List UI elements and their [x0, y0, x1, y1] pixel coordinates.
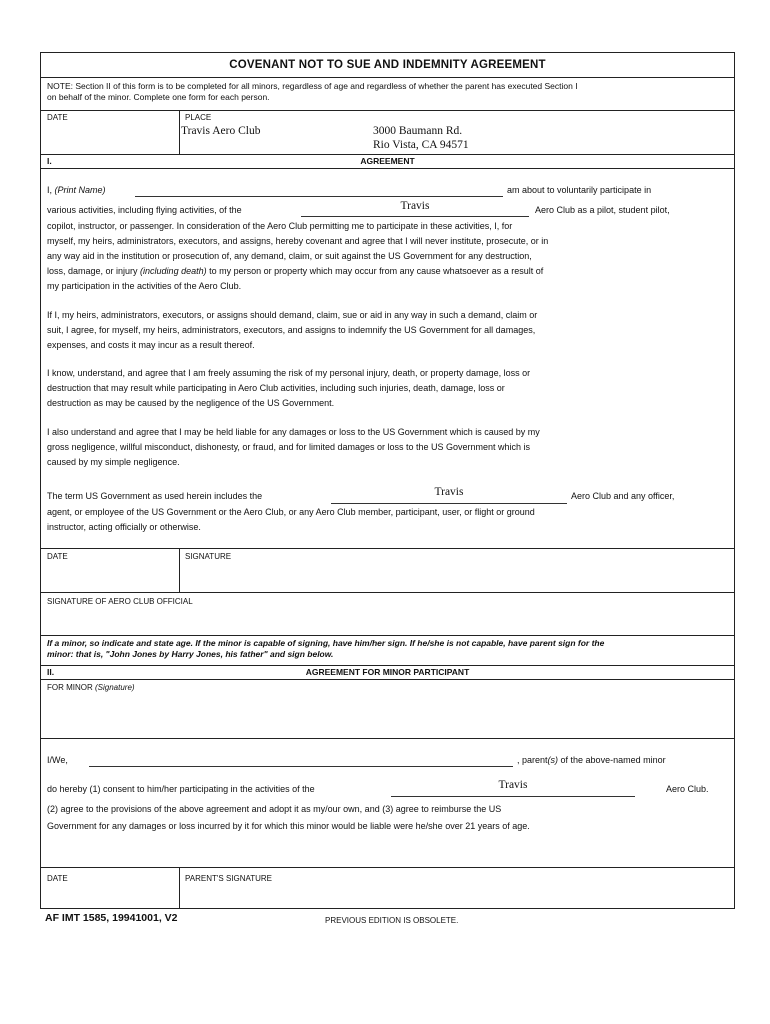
place-name[interactable]: Travis Aero Club: [181, 125, 261, 137]
paragraph-1: copilot, instructor, or passenger. In consideration of the Aero Club permitting me to participate in these activities, I, for myself, my heirs, administrators, executors, and assigns, hereby covenant and agree that I will never institute, prosecute, or in any way aid in the institution or prosecution of, any demand, claim, or suit against the US Government for any destruction, loss, damage, or injury (including death) to my person or property which may occur from any cause whatsoever as a result of my participation in the activities of the Aero Club.: [47, 221, 549, 291]
section-2-title: AGREEMENT FOR MINOR PARTICIPANT: [305, 667, 470, 677]
note-line-2: on behalf of the minor. Complete one form for each person.: [47, 92, 270, 102]
covenant-form: [40, 52, 735, 909]
signature-date-label: DATE: [47, 552, 68, 561]
place-address-2[interactable]: Rio Vista, CA 94571: [373, 139, 469, 151]
section-1-number: I.: [47, 156, 52, 166]
print-name-field[interactable]: [135, 196, 503, 197]
activities-prefix: various activities, including flying activities, of the: [47, 205, 242, 215]
consent-suffix: Aero Club.: [666, 784, 709, 794]
paragraph-4: I also understand and agree that I may be held liable for any damages or loss to the US Government which is caused by my gross negligence, willful misconduct, dishonesty, or fraud, and for limited damages or loss to the US Government which is caused by my simple negligence.: [47, 427, 540, 467]
activities-suffix: Aero Club as a pilot, student pilot,: [535, 205, 670, 215]
club-name-2[interactable]: Travis: [434, 486, 464, 498]
agreement-text: (2) agree to the provisions of the above agreement and adopt it as my/our own, and (3) agree to reimburse the US Government for any damages or loss incurred by it for which this minor would be liable were he/she over 21 years of age.: [47, 804, 530, 831]
previous-edition-note: PREVIOUS EDITION IS OBSOLETE.: [325, 916, 459, 925]
place-label: PLACE: [185, 113, 212, 122]
print-name-suffix: am about to voluntarily participate in: [507, 185, 652, 195]
paragraph-2: If I, my heirs, administrators, executors, or assigns should demand, claim, sue or aid in any way in such a demand, claim or suit, I agree, for myself, my heirs, administrators, executors, and assigns to indemnify the US Government for all damages, expenses, and costs it may incur as a result thereof.: [47, 310, 538, 350]
parent-text: , parent(s) of the above-named minor: [517, 755, 666, 765]
section-2-number: II.: [47, 667, 55, 677]
for-minor-label: FOR MINOR (Signature): [47, 683, 135, 692]
form-id: AF IMT 1585, 19941001, V2: [45, 912, 178, 924]
signature-label: SIGNATURE: [185, 552, 232, 561]
note-text: [47, 81, 578, 103]
section-1-title: AGREEMENT: [360, 156, 415, 166]
club-name-1[interactable]: Travis: [400, 200, 430, 212]
paragraph-3: I know, understand, and agree that I am freely assuming the risk of my personal injury, death, or property damage, loss or destruction that may result while participating in Aero Club activities, including such injuries, death, damage, loss or destruction as may be caused by the negligence of the US Government.: [47, 368, 531, 408]
place-address-1[interactable]: 3000 Baumann Rd.: [373, 125, 463, 137]
club-name-field-3[interactable]: [391, 796, 635, 797]
minor-note: If a minor, so indicate and state age. If the minor is capable of signing, have him/her sign. If he/she is not capable, have parent sign for the minor: that is, "John Jones by Harry Jones, his father" and sign below.: [47, 638, 605, 659]
parent-name-field[interactable]: [89, 766, 513, 767]
iwe-label: I/We,: [47, 755, 68, 765]
note-line-1: NOTE: Section II of this form is to be completed for all minors, regardless of age and regardless of whether the parent has executed Section I: [47, 81, 578, 91]
print-name-row: I, (Print Name): [47, 185, 106, 195]
paragraph-5-prefix: The term US Government as used herein includes the: [47, 491, 263, 501]
club-name-field-2[interactable]: [331, 503, 567, 504]
bottom-date-label: DATE: [47, 874, 68, 883]
club-name-field-1[interactable]: [301, 216, 529, 217]
official-signature-label: SIGNATURE OF AERO CLUB OFFICIAL: [47, 597, 193, 606]
form-title: COVENANT NOT TO SUE AND INDEMNITY AGREEMENT: [229, 59, 546, 71]
paragraph-5-suffix: Aero Club and any officer,: [571, 491, 675, 501]
print-name-label: (Print Name): [54, 185, 106, 195]
paragraph-5: agent, or employee of the US Government or the Aero Club, or any Aero Club member, participant, user, or flight or ground instructor, acting officially or otherwise.: [47, 507, 535, 532]
parent-signature-label: PARENT'S SIGNATURE: [185, 874, 273, 883]
club-name-3[interactable]: Travis: [498, 779, 528, 791]
consent-prefix: do hereby (1) consent to him/her participating in the activities of the: [47, 784, 315, 794]
date-label: DATE: [47, 113, 68, 122]
